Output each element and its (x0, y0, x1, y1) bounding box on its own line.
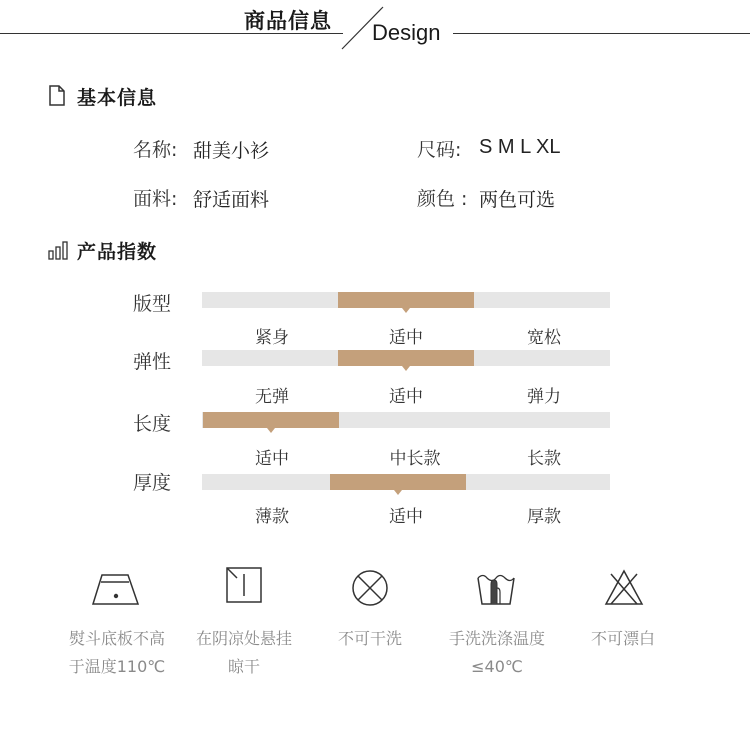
care-iron-line2: 于温度110℃ (68, 657, 166, 676)
document-icon (48, 85, 66, 107)
size-value: S M L XL (479, 136, 561, 158)
care-dryclean-line1: 不可干洗 (337, 629, 402, 648)
size-key: 尺码: (417, 139, 462, 161)
page-subtitle: Design (372, 20, 441, 45)
fabric-key: 面料: (133, 188, 178, 210)
index-track-thickness (202, 474, 610, 490)
index-tick-length-mid: 中长款 (389, 449, 441, 469)
index-track-elasticity (202, 350, 610, 366)
index-tick-elasticity-high: 弹力 (527, 387, 561, 407)
index-track-fit (202, 292, 610, 308)
index-pointer-fit (402, 308, 410, 313)
index-tick-elasticity-low: 无弹 (255, 387, 289, 407)
index-fill-elasticity (338, 350, 474, 366)
index-tick-thickness-high: 厚款 (527, 507, 561, 527)
index-fill-thickness (330, 474, 466, 490)
fabric-value: 舒适面料 (193, 189, 270, 211)
header-line-right (453, 33, 750, 34)
index-pointer-length (267, 428, 275, 433)
care-dry-line1: 在阴凉处悬挂 (195, 629, 292, 648)
index-pointer-elasticity (402, 366, 410, 371)
index-label-thickness: 厚度 (133, 472, 172, 494)
page-title: 商品信息 (244, 9, 332, 33)
basic-info-heading: 基本信息 (77, 87, 158, 109)
index-tick-fit-mid: 适中 (389, 328, 423, 348)
index-label-elasticity: 弹性 (133, 351, 172, 373)
no-bleach-icon (603, 568, 645, 608)
index-tick-elasticity-mid: 适中 (389, 387, 423, 407)
hand-wash-icon (475, 568, 517, 608)
care-wash-line2: ≤40℃ (471, 657, 523, 676)
name-value: 甜美小衫 (193, 140, 270, 162)
index-fill-fit (338, 292, 474, 308)
iron-icon (90, 568, 144, 608)
index-label-fit: 版型 (133, 293, 172, 315)
index-tick-thickness-low: 薄款 (255, 507, 289, 527)
bar-chart-icon (48, 240, 70, 260)
product-index-heading: 产品指数 (77, 241, 158, 263)
no-dryclean-icon (350, 568, 390, 608)
color-key: 颜色 : (417, 188, 468, 210)
index-track-length (202, 412, 610, 428)
dry-flat-shade-icon (225, 566, 263, 606)
care-dry-line2: 晾干 (227, 657, 260, 676)
color-value: 两色可选 (479, 189, 556, 211)
index-fill-length (203, 412, 339, 428)
care-wash-line1: 手洗洗涤温度 (448, 629, 545, 648)
name-key: 名称: (133, 139, 178, 161)
index-pointer-thickness (394, 490, 402, 495)
care-bleach-line1: 不可漂白 (590, 629, 655, 648)
care-iron-line1: 熨斗底板不高 (68, 629, 165, 648)
index-tick-length-low: 适中 (255, 449, 289, 469)
index-tick-fit-low: 紧身 (255, 328, 289, 348)
index-tick-thickness-mid: 适中 (389, 507, 423, 527)
index-tick-fit-high: 宽松 (527, 328, 561, 348)
index-tick-length-high: 长款 (527, 449, 561, 469)
index-label-length: 长度 (133, 413, 172, 435)
